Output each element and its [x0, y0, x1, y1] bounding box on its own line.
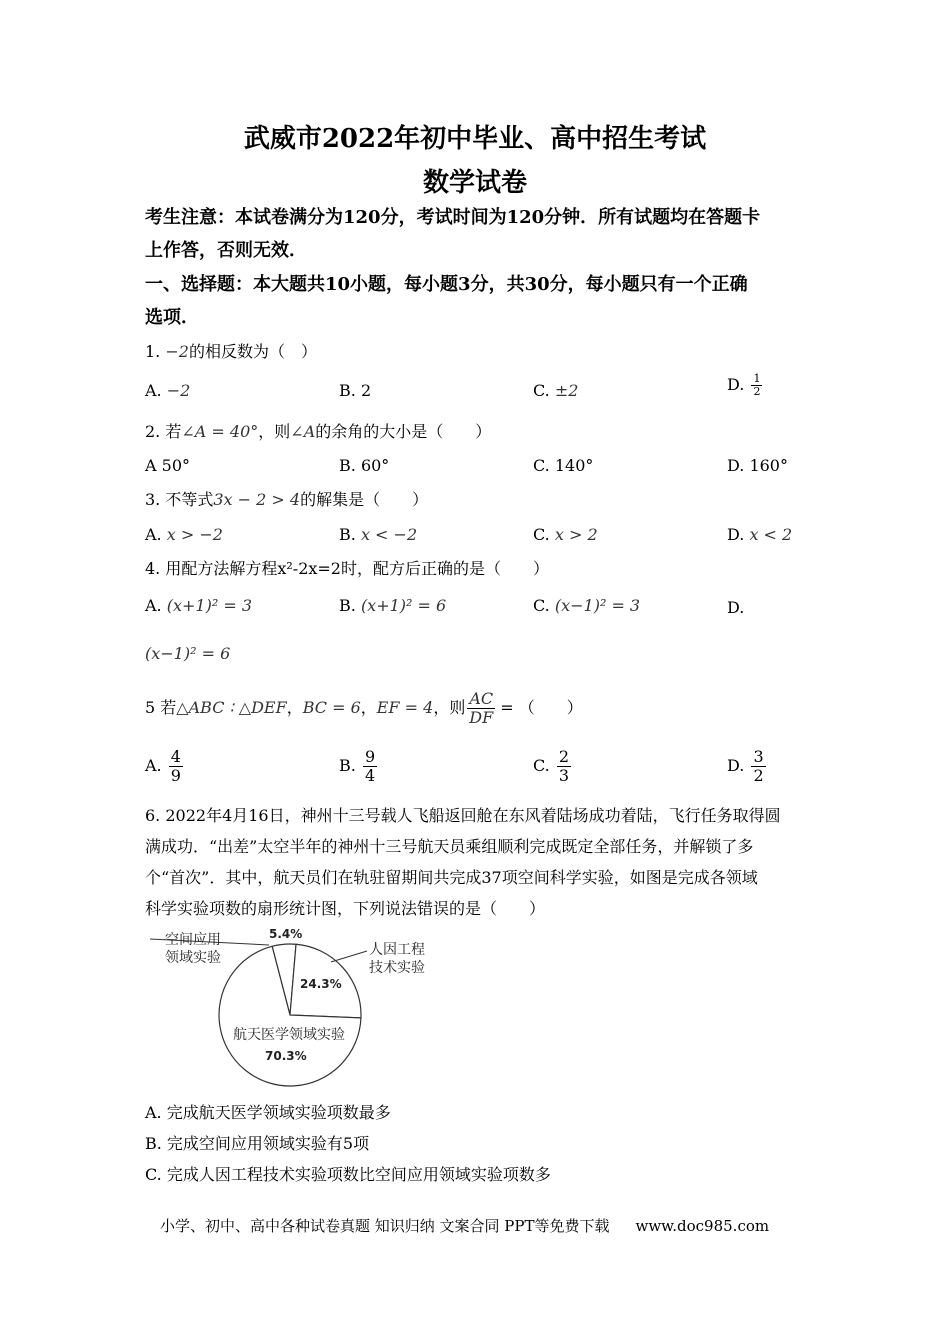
q3-option-c: [533, 525, 598, 544]
q5-a-label: A.: [145, 756, 167, 775]
q2-option-a: [145, 456, 190, 475]
q2-option-b: [339, 456, 389, 475]
q4-option-d-math: [145, 644, 230, 663]
question-5-stem: [145, 690, 583, 727]
q5-frac-den: DF: [469, 708, 494, 727]
q5-d-label: D.: [727, 756, 750, 775]
section-heading-line-1: 一、选择题：本大题共10小题，每小题3分，共30分，每小题只有一个正确: [145, 274, 748, 295]
question-6-line-4: 科学实验项数的扇形统计图，下列说法错误的是（ ）: [145, 899, 546, 918]
q1-d-fraction: [751, 373, 762, 398]
q5-prefix: 5 若: [145, 698, 177, 717]
q2-prefix: 2. 若: [145, 422, 182, 441]
q1-prefix: 1.: [145, 342, 166, 361]
q6-option-c: C. 完成人因工程技术实验项数比空间应用领域实验项数多: [145, 1165, 551, 1184]
q4-d-math: (x−1)² = 6: [145, 644, 231, 663]
q5-sep2: ，: [360, 698, 377, 717]
q3-option-d: [727, 525, 792, 544]
q4-option-c: [533, 596, 640, 615]
q1-d-den: 2: [753, 385, 761, 398]
q5-mid: ，则: [433, 698, 466, 717]
q5-frac-num: AC: [469, 689, 494, 708]
q4-option-a: [145, 596, 252, 615]
q2-a-label: A: [145, 456, 162, 475]
q6-option-a: A. 完成航天医学领域实验项数最多: [145, 1103, 391, 1122]
q4-a-math: (x+1)² = 3: [166, 596, 252, 615]
q5-math2: BC = 6: [302, 698, 361, 717]
q3-option-b: [339, 525, 417, 544]
question-1-stem: [145, 341, 317, 363]
question-6-line-3: 个“首次”．其中，航天员们在轨驻留期间共完成37项空间科学实验，如图是完成各领域: [145, 868, 758, 887]
q5-a-fraction: [169, 748, 183, 785]
q3-c-label: C.: [533, 525, 555, 544]
label-space-pct: 5.4%: [269, 927, 303, 941]
q5-suffix: = （ ）: [495, 698, 583, 717]
label-human-line1: 人因工程: [369, 942, 425, 958]
q3-d-math: x < 2: [749, 525, 793, 544]
q1-option-b: [339, 381, 371, 400]
q2-suffix: 的余角的大小是（ ）: [315, 422, 492, 441]
q3-a-label: A.: [145, 525, 167, 544]
q1-c-math: ±2: [554, 381, 579, 400]
q3-b-math: x < −2: [360, 525, 418, 544]
label-human-line2: 技术实验: [369, 960, 425, 976]
q5-d-den: 2: [753, 766, 764, 785]
q1-option-d: [727, 373, 762, 398]
label-space-line2: 领域实验: [165, 950, 221, 966]
q5-math: △ABC ∶ △DEF: [176, 698, 287, 717]
q1-a-label: A.: [145, 381, 167, 400]
pie-slices: [219, 944, 361, 1086]
section-heading-line-2: 选项．: [145, 307, 199, 328]
q5-fraction: [467, 690, 495, 727]
q5-option-a: [145, 748, 183, 785]
q2-mid: ，则: [258, 422, 291, 441]
q1-c-label: C.: [533, 381, 555, 400]
q5-b-label: B.: [339, 756, 361, 775]
q5-b-num: 9: [364, 747, 376, 766]
q6-option-b: B. 完成空间应用领域实验有5项: [145, 1134, 370, 1153]
question-6-line-2: 满成功．“出差”太空半年的神州十三号航天员乘组顺利完成既定全部任务，并解锁了多: [145, 837, 754, 856]
footer: [160, 1215, 769, 1236]
q3-prefix: 3. 不等式: [145, 490, 214, 509]
label-space-line1: 空间应用: [165, 932, 221, 948]
q3-option-a: [145, 525, 223, 544]
q1-b-math: 2: [360, 381, 372, 400]
notice-line-1: 考生注意：本试卷满分为120分，考试时间为120分钟．所有试题均在答题卡: [145, 207, 761, 228]
q2-option-d: [727, 456, 788, 475]
q3-a-math: x > −2: [166, 525, 223, 544]
q4-c-label: C.: [533, 596, 555, 615]
q2-d-label: D.: [727, 456, 750, 475]
q2-d-math: 160°: [749, 456, 788, 475]
q3-math: 3x − 2 > 4: [213, 490, 301, 509]
pie-chart: [145, 925, 445, 1090]
q4-a-label: A.: [145, 596, 167, 615]
q5-sep1: ，: [286, 698, 303, 717]
question-2-stem: [145, 421, 491, 443]
q1-d-label: D.: [727, 375, 750, 394]
q4-b-label: B.: [339, 596, 361, 615]
q1-option-c: [533, 381, 578, 400]
footer-site: www.doc985.com: [635, 1217, 770, 1235]
q2-math2: ∠A: [290, 422, 316, 441]
label-human-pct: 24.3%: [300, 977, 342, 991]
q5-option-c: [533, 748, 571, 785]
q5-option-b: [339, 748, 377, 785]
q2-c-label: C.: [533, 456, 555, 475]
q1-b-label: B.: [339, 381, 361, 400]
q1-a-math: −2: [166, 381, 191, 400]
question-3-stem: [145, 489, 428, 511]
q5-c-fraction: [557, 748, 571, 785]
q2-option-c: [533, 456, 593, 475]
q5-b-den: 4: [364, 766, 376, 785]
q2-b-label: B.: [339, 456, 361, 475]
q2-math: ∠A = 40°: [181, 422, 259, 441]
q3-suffix: 的解集是（ ）: [300, 490, 429, 509]
label-medical: 航天医学领域实验: [233, 1027, 345, 1043]
q5-a-den: 9: [170, 766, 181, 785]
label-medical-pct: 70.3%: [265, 1049, 307, 1063]
q5-math3: EF = 4: [376, 698, 434, 717]
q4-c-math: (x−1)² = 3: [554, 596, 641, 615]
exam-title: 武威市2022年初中毕业、高中招生考试: [243, 124, 707, 154]
q4-option-b: [339, 596, 446, 615]
q5-c-den: 3: [558, 766, 570, 785]
q5-option-d: [727, 748, 766, 785]
q5-a-num: 4: [170, 747, 181, 766]
q5-c-label: C.: [533, 756, 555, 775]
q1-math: −2: [165, 342, 189, 361]
q1-d-num: 1: [753, 372, 761, 385]
q4-b-math: (x+1)² = 6: [360, 596, 447, 615]
q5-d-num: 3: [753, 747, 764, 766]
leader-line-human: [331, 951, 367, 962]
question-4-stem: 4. 用配方法解方程x²-2x=2时，配方后正确的是（ ）: [145, 559, 549, 578]
question-6-line-1: 6. 2022年4月16日，神州十三号载人飞船返回舱在东风着陆场成功着陆，飞行任务取得圆: [145, 806, 781, 825]
q3-b-label: B.: [339, 525, 361, 544]
footer-text: 小学、初中、高中各种试卷真题 知识归纳 文案合同 PPT等免费下载: [160, 1217, 610, 1235]
q1-suffix: 的相反数为（ ）: [188, 342, 317, 361]
q2-a-math: 50°: [161, 456, 190, 475]
q5-d-fraction: [751, 748, 765, 785]
notice-line-2: 上作答，否则无效．: [145, 240, 307, 261]
q4-option-d-label: D.: [727, 598, 745, 617]
q5-b-fraction: [363, 748, 377, 785]
q1-option-a: [145, 381, 190, 400]
q3-c-math: x > 2: [554, 525, 598, 544]
q3-d-label: D.: [727, 525, 750, 544]
exam-subtitle: 数学试卷: [422, 168, 527, 198]
q5-c-num: 2: [558, 747, 570, 766]
q2-c-math: 140°: [554, 456, 594, 475]
q2-b-math: 60°: [360, 456, 390, 475]
